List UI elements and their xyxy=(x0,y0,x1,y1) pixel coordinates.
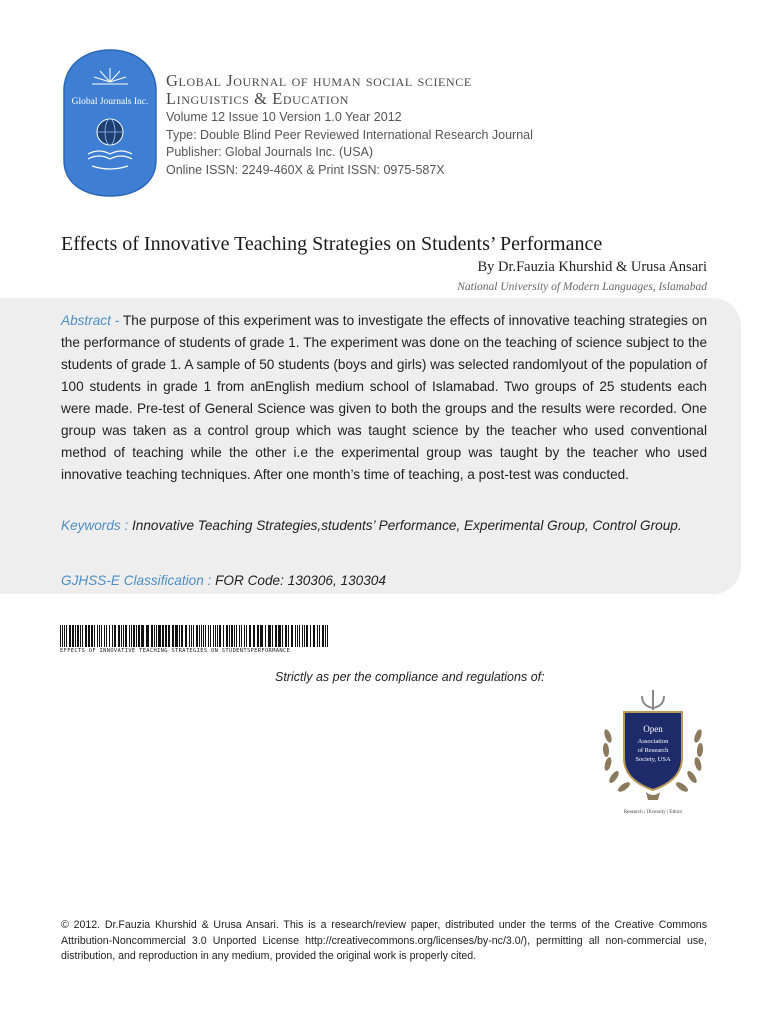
journal-type: Type: Double Blind Peer Reviewed International Research Journal xyxy=(166,127,533,142)
barcode-bar xyxy=(185,625,187,647)
barcode-bar xyxy=(244,625,245,647)
barcode-bar xyxy=(310,625,311,647)
abstract-label: Abstract - xyxy=(61,313,120,328)
classification-label: GJHSS-E Classification : xyxy=(61,573,212,588)
barcode-bar xyxy=(306,625,308,647)
barcode-bar xyxy=(219,625,221,647)
barcode-caption: EFFECTS OF INNOVATIVE TEACHING STRATEGIES ON STUDENTSPERFORMANCE xyxy=(60,648,291,654)
barcode-bar xyxy=(131,625,132,647)
barcode-bar xyxy=(91,625,93,647)
barcode-bar xyxy=(138,625,140,647)
barcode-bar xyxy=(302,625,303,647)
barcode-bar xyxy=(213,625,214,647)
barcode-bar xyxy=(175,625,178,647)
barcode-bar xyxy=(313,625,315,647)
classification-text: FOR Code: 130306, 130304 xyxy=(215,573,386,588)
barcode-bar xyxy=(249,625,251,647)
barcode-bar xyxy=(151,625,153,647)
barcode-bar xyxy=(114,625,116,647)
barcode-bar xyxy=(288,625,289,647)
barcode-bar xyxy=(319,625,320,647)
barcode-bar xyxy=(99,625,100,647)
barcode-bar xyxy=(88,625,90,647)
journal-meta xyxy=(166,109,533,179)
barcode-bar xyxy=(64,625,65,647)
barcode-bar xyxy=(85,625,87,647)
barcode-bar xyxy=(325,625,326,647)
barcode-bar xyxy=(268,625,271,647)
copyright-footer: © 2012. Dr.Fauzia Khurshid & Urusa Ansari. This is a research/review paper, distributed under the terms of the Creative Commons Attribution-Noncommercial 3.0 Unported License http://creativecommons.org/licenses/by-nc/3.0/), permitting all non-commercial use, distribution, and reproduction in any medium, provided the original work is properly cited. xyxy=(61,919,707,962)
barcode-bar xyxy=(72,625,74,647)
barcode-bar xyxy=(278,625,281,647)
barcode-bar xyxy=(154,625,155,647)
barcode-bar xyxy=(181,625,183,647)
trident-icon xyxy=(642,690,664,710)
barcode-bar xyxy=(234,625,235,647)
barcode-bar xyxy=(62,625,63,647)
barcode-bar xyxy=(257,625,259,647)
barcode-bar xyxy=(179,625,180,647)
keywords-text: Innovative Teaching Strategies,students’ Performance, Experimental Group, Control Group. xyxy=(132,518,682,533)
barcode-bar xyxy=(322,625,324,647)
barcode-bar xyxy=(304,625,305,647)
barcode-bar xyxy=(253,625,255,647)
open-association-seal xyxy=(598,686,708,816)
barcode-bar xyxy=(241,625,242,647)
barcode-bar xyxy=(112,625,113,647)
barcode-bar xyxy=(291,625,293,647)
barcode-bar xyxy=(299,625,300,647)
barcode-bar xyxy=(239,625,240,647)
barcode-bar xyxy=(123,625,124,647)
barcode-bar xyxy=(165,625,167,647)
barcode-bar xyxy=(203,625,204,647)
barcode-bar xyxy=(199,625,200,647)
barcode-bar xyxy=(208,625,209,647)
global-journals-logo xyxy=(62,48,158,198)
barcode-bar xyxy=(265,625,266,647)
barcode-bar xyxy=(285,625,287,647)
barcode-bar xyxy=(272,625,273,647)
barcode-bar xyxy=(75,625,76,647)
keywords xyxy=(61,515,707,537)
barcode-bar xyxy=(162,625,164,647)
barcode-bar xyxy=(156,625,157,647)
barcode-bar xyxy=(231,625,233,647)
seal-line3: of Research xyxy=(637,747,669,754)
paper-authors: By Dr.Fauzia Khurshid & Urusa Ansari xyxy=(477,259,707,275)
seal-line2: Association xyxy=(637,738,669,745)
compliance-statement: Strictly as per the compliance and regulations of: xyxy=(275,670,545,684)
journal-volume: Volume 12 Issue 10 Version 1.0 Year 2012 xyxy=(166,110,402,124)
classification xyxy=(61,570,386,592)
barcode-bar xyxy=(205,625,206,647)
barcode-bar xyxy=(223,625,224,647)
seal-motto: Research | Diversity | Ethics xyxy=(623,809,683,815)
barcode-bar xyxy=(94,625,95,647)
barcode-bar xyxy=(168,625,170,647)
barcode-bar xyxy=(246,625,247,647)
journal-title-line1: Global Journal of human social science xyxy=(166,71,472,90)
barcode-bar xyxy=(196,625,198,647)
barcode-bar xyxy=(121,625,122,647)
paper-title: Effects of Innovative Teaching Strategies on Students’ Performance xyxy=(61,233,603,255)
journal-title-line2: Linguistics & Education xyxy=(166,89,350,108)
journal-title xyxy=(166,72,472,108)
journal-publisher: Publisher: Global Journals Inc. (USA) xyxy=(166,145,374,159)
barcode-bar xyxy=(106,625,107,647)
barcode-bar xyxy=(260,625,263,647)
barcode-bar xyxy=(97,625,98,647)
barcode-bar xyxy=(236,625,237,647)
barcode-bar xyxy=(77,625,79,647)
seal-line1: Open xyxy=(643,724,663,734)
barcode-bar xyxy=(191,625,192,647)
logo-text: Global Journals Inc. xyxy=(71,97,149,107)
barcode-bar xyxy=(60,625,61,647)
barcode-bar xyxy=(172,625,174,647)
barcode-bar xyxy=(189,625,190,647)
barcode-bar xyxy=(295,625,296,647)
barcode-bar xyxy=(80,625,81,647)
barcode-bar xyxy=(82,625,83,647)
barcode-bar xyxy=(146,625,149,647)
barcode-bar xyxy=(133,625,135,647)
barcode-bar xyxy=(136,625,137,647)
barcode-bar xyxy=(215,625,216,647)
barcode-bar xyxy=(101,625,102,647)
barcode-bar xyxy=(104,625,105,647)
barcode-bar xyxy=(317,625,318,647)
barcode-bar xyxy=(125,625,127,647)
barcode-bar xyxy=(210,625,211,647)
abstract xyxy=(61,310,707,486)
barcode-bar xyxy=(109,625,110,647)
keywords-label: Keywords : xyxy=(61,518,129,533)
globe-icon xyxy=(97,119,123,145)
barcode-bar xyxy=(69,625,71,647)
barcode-bar xyxy=(141,625,144,647)
barcode-bar xyxy=(282,625,283,647)
barcode-bar xyxy=(118,625,120,647)
barcode-bar xyxy=(226,625,228,647)
journal-issn: Online ISSN: 2249-460X & Print ISSN: 0975-587X xyxy=(166,162,445,177)
barcode-bar xyxy=(297,625,298,647)
barcode-bar xyxy=(158,625,161,647)
barcode-bar xyxy=(275,625,277,647)
seal-line4: Society, USA xyxy=(635,756,671,763)
barcode-bar xyxy=(193,625,194,647)
barcode-bar xyxy=(129,625,130,647)
barcode-bar xyxy=(66,625,67,647)
barcode xyxy=(60,625,330,647)
barcode-bar xyxy=(327,625,328,647)
paper-affiliation: National University of Modern Languages, Islamabad xyxy=(457,281,707,293)
barcode-bar xyxy=(201,625,202,647)
barcode-bar xyxy=(217,625,218,647)
barcode-bar xyxy=(229,625,230,647)
abstract-text: The purpose of this experiment was to investigate the effects of innovative teaching strategies on the performance of students of grade 1. The experiment was done on the teaching of science subject to the students of grade 1. A sample of 50 students (boys and girls) was selected randomlyout of the population of 100 students in grade 1 from anEnglish medium school of Islamabad. Two groups of 25 students each were made. Pre-test of General Science was given to both the groups and the results were recorded. One group was taken as a control group which was taught science by the teacher who used conventional method of teaching while the other i.e the experimental group was taught by the teacher who used innovative teaching techniques. After one month’s time of teaching, a post-test was conducted. xyxy=(61,313,708,482)
